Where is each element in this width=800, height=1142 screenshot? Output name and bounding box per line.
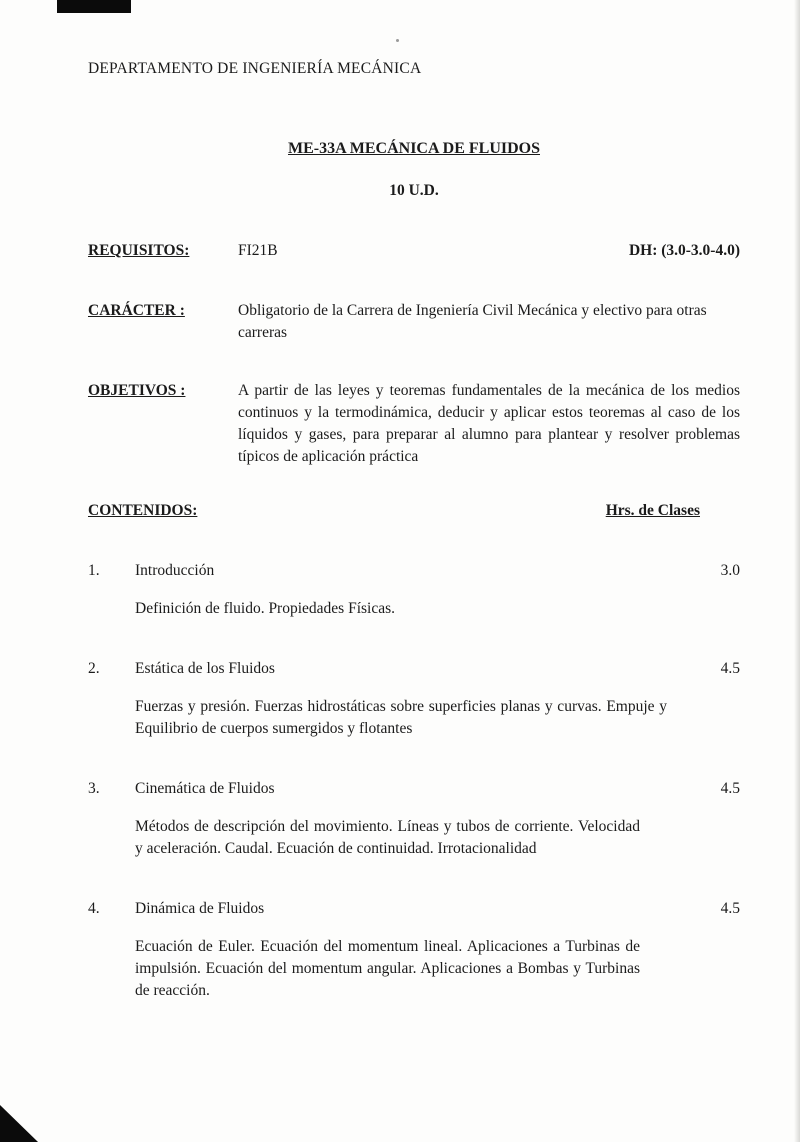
contenidos-label: CONTENIDOS: [88,502,198,519]
item-title: Dinámica de Fluidos [135,900,265,917]
course-credits: 10 U.D. [389,182,439,199]
department-header: DEPARTAMENTO DE INGENIERÍA MECÁNICA [88,60,422,77]
item-number: 3. [88,780,100,797]
page-edge-shadow [794,0,800,1142]
content-item-3 [88,778,740,860]
item-description: Métodos de descripción del movimiento. Líneas y tubos de corriente. Velocidad y aceleración. Caudal. Ecuación de continuidad. Irrotacionalidad [135,818,640,857]
item-description: Definición de fluido. Propiedades Físicas. [135,600,396,617]
item-description: Fuerzas y presión. Fuerzas hidrostáticas sobre superficies planas y curvas. Empuje y Equilibrio de cuerpos sumergidos y flotantes [135,698,667,737]
caracter-row [88,300,740,344]
content-item-1 [88,560,740,620]
item-description: Ecuación de Euler. Ecuación del momentum lineal. Aplicaciones a Turbinas de impulsión. Ecuación del momentum angular. Aplicaciones a Bombas y Turbinas de reacción. [135,938,640,999]
course-title: ME-33A MECÁNICA DE FLUIDOS [287,140,540,157]
objetivos-label: OBJETIVOS : [88,382,186,399]
content-item-4 [88,898,740,1002]
content-item-head [88,778,740,800]
item-hours: 4.5 [720,900,740,917]
item-title: Estática de los Fluidos [135,660,275,677]
item-number: 4. [88,900,100,917]
content-item-head [88,658,740,680]
item-title: Introducción [135,562,215,579]
requisitos-dh-value: DH: (3.0-3.0-4.0) [628,242,740,259]
objetivos-text: A partir de las leyes y teoremas fundamentales de la mecánica de los medios continuos y la termodinámica, deducir y aplicar estos teoremas al caso de los líquidos y gases, para preparar al alumno para plantear y resolver problemas típicos de aplicación práctica [238,382,740,465]
content-item-head [88,898,740,920]
scan-speck [396,39,399,42]
item-hours: 4.5 [720,660,740,677]
requisitos-value: FI21B [238,242,278,259]
requisitos-row [88,240,740,262]
caracter-label: CARÁCTER : [88,302,185,319]
item-hours: 4.5 [720,780,740,797]
requisitos-label: REQUISITOS: [88,242,190,259]
document-content [88,58,740,1002]
item-number: 2. [88,660,100,677]
scan-artifact-bottom [0,1105,38,1142]
objetivos-row [88,380,740,468]
caracter-text: Obligatorio de la Carrera de Ingeniería Civil Mecánica y electivo para otras carreras [238,302,707,341]
content-item-head [88,560,740,582]
item-hours: 3.0 [720,562,740,579]
contenidos-items [88,560,740,1002]
item-number: 1. [88,562,100,579]
content-item-2 [88,658,740,740]
item-title: Cinemática de Fluidos [135,780,275,797]
scan-artifact-top [57,0,131,13]
hours-column-header: Hrs. de Clases [605,502,700,519]
contenidos-header-row [88,500,740,522]
